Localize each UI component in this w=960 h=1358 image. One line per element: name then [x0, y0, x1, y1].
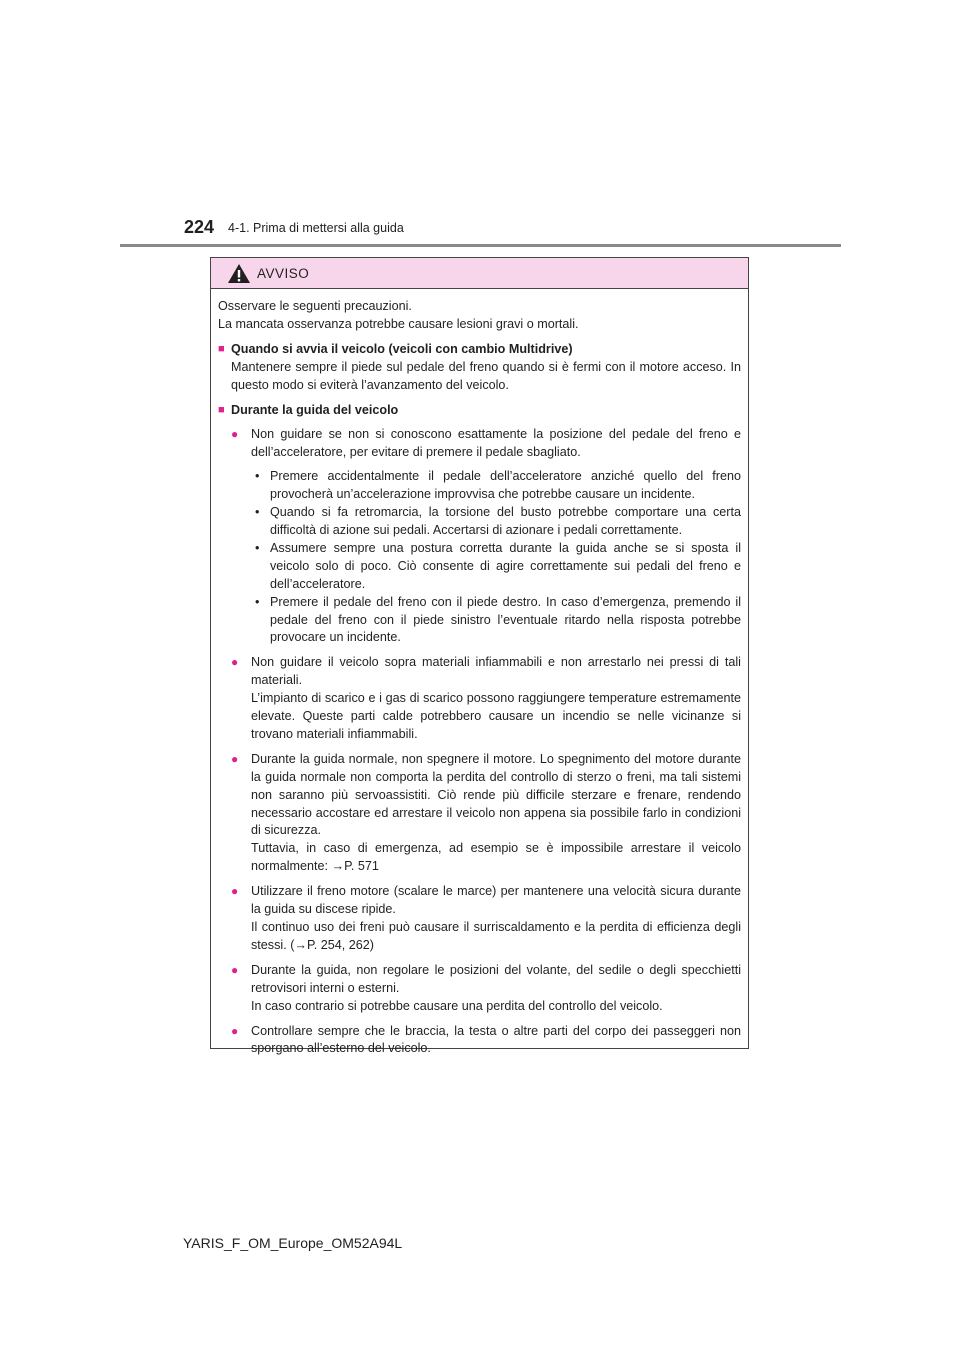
warning-triangle-icon	[227, 263, 251, 284]
sub-bullet-text: Quando si fa retromarcia, la torsione del busto potrebbe comportare una certa difficoltà di azione sui pedali. Accertarsi di azionare i pedali correttamente.	[270, 505, 741, 537]
list-item-text: L’impianto di scarico e i gas di scarico possono raggiungere temperature estremamente elevate. Queste parti calde potrebbero causare un incendio se nelle vicinanze si trovano materiali infiammabili.	[251, 691, 741, 741]
intro-line: La mancata osservanza potrebbe causare lesioni gravi o mortali.	[218, 316, 579, 331]
warning-intro	[218, 298, 741, 334]
list-item-text: Durante la guida, non regolare le posizioni del volante, del sedile o degli specchietti retrovisori interni o esterni.	[251, 962, 741, 995]
document-code: YARIS_F_OM_Europe_OM52A94L	[183, 1235, 403, 1251]
list-item	[218, 1023, 741, 1059]
list-item	[218, 654, 741, 744]
subsection-heading-text: Durante la guida del veicolo	[231, 402, 399, 417]
subsection-heading	[218, 402, 741, 420]
sub-bullet-list	[251, 468, 741, 647]
list-item	[218, 962, 741, 1016]
list-item-text: Il continuo uso dei freni può causare il surriscaldamento e la perdita di efficienza degli stessi. (→P. 254, 262)	[251, 920, 741, 952]
warning-box	[210, 257, 749, 1056]
subsection-heading-text: Quando si avvia il veicolo (veicoli con cambio Multidrive)	[231, 341, 573, 356]
page-number: 224	[184, 217, 215, 237]
subsection-heading	[218, 341, 741, 359]
circle-bullet-icon: ●	[231, 884, 239, 899]
list-item-text: Controllare sempre che le braccia, la testa o altre parti del corpo dei passeggeri non sporgano all’esterno del veicolo.	[251, 1023, 741, 1056]
sub-bullet-text: Assumere sempre una postura corretta durante la guida anche se si sposta il veicolo solo di poco. Ciò consente di agire correttamente sui pedali del freno e dell’acceleratore.	[270, 540, 741, 591]
list-item	[218, 426, 741, 462]
list-item-text: Utilizzare il freno motore (scalare le marce) per mantenere una velocità sicura durante la guida su discese ripide.	[251, 884, 741, 917]
list-item	[218, 883, 741, 955]
header-divider	[120, 244, 841, 247]
square-bullet-icon: ■	[218, 403, 225, 416]
intro-line: Osservare le seguenti precauzioni.	[218, 299, 412, 313]
sub-bullet-text: Premere il pedale del freno con il piede destro. In caso d’emergenza, premendo il pedale del freno con il piede sinistro l’eventuale ritardo nella risposta potrebbe provocare un incidente.	[270, 594, 741, 645]
list-item	[218, 751, 741, 876]
subsection-text: Mantenere sempre il piede sul pedale del freno quando si è fermi con il motore acceso. In questo modo si eviterà l’avanzamento del veicolo.	[231, 359, 741, 392]
warning-title: AVVISO	[257, 265, 310, 281]
square-bullet-icon: ■	[218, 342, 225, 355]
sub-bullet: • Assumere sempre una postura corretta durante la guida anche se si sposta il veicolo solo di poco. Ciò consente di agire correttamente sui pedali del freno e dell’acceleratore.	[251, 540, 741, 594]
circle-bullet-icon: ●	[231, 962, 239, 977]
list-item-text: Tuttavia, in caso di emergenza, ad esempio se è impossibile arrestare il veicolo normalmente: →P. 571	[251, 841, 741, 874]
list-item-text: Durante la guida normale, non spegnere il motore. Lo spegnimento del motore durante la guida normale non comporta la perdita del controllo di sterzo o freni, ma tali sistemi non saranno più servoassistiti. Ciò rende più difficile sterzare e frenare, rendendo necessario accostare ed arrestare il veicolo non appena sia possibile farlo in condizioni di sicurezza.	[251, 751, 741, 838]
list-item-text: In caso contrario si potrebbe causare una perdita del controllo del veicolo.	[251, 998, 663, 1013]
list-item-text: Non guidare se non si conoscono esattamente la posizione del pedale del freno e dell’acceleratore, per evitare di premere il pedale sbagliato.	[251, 427, 741, 460]
sub-bullet-text: Premere accidentalmente il pedale dell’acceleratore anziché quello del freno provocherà un’accelerazione improvvisa che potrebbe causare un incidente.	[270, 469, 741, 502]
section-title: 4-1. Prima di mettersi alla guida	[228, 221, 404, 235]
sub-bullet: • Quando si fa retromarcia, la torsione del busto potrebbe comportare una certa difficoltà di azione sui pedali. Accertarsi di azionare i pedali correttamente.	[251, 504, 741, 540]
sub-bullet: • Premere il pedale del freno con il piede destro. In caso d’emergenza, premendo il pedale del freno con il piede sinistro l’eventuale ritardo nella risposta potrebbe provocare un incidente.	[251, 594, 741, 648]
circle-bullet-icon: ●	[231, 655, 239, 670]
sub-bullet: • Premere accidentalmente il pedale dell’acceleratore anziché quello del freno provocherà un’accelerazione improvvisa che potrebbe causare un incidente.	[251, 468, 741, 504]
warning-body	[211, 289, 748, 1058]
circle-bullet-icon: ●	[231, 427, 239, 442]
list-item-text: Non guidare il veicolo sopra materiali infiammabili e non arrestarlo nei pressi di tali materiali.	[251, 655, 741, 688]
warning-header	[211, 258, 748, 289]
circle-bullet-icon: ●	[231, 1023, 239, 1038]
circle-bullet-icon: ●	[231, 751, 239, 766]
